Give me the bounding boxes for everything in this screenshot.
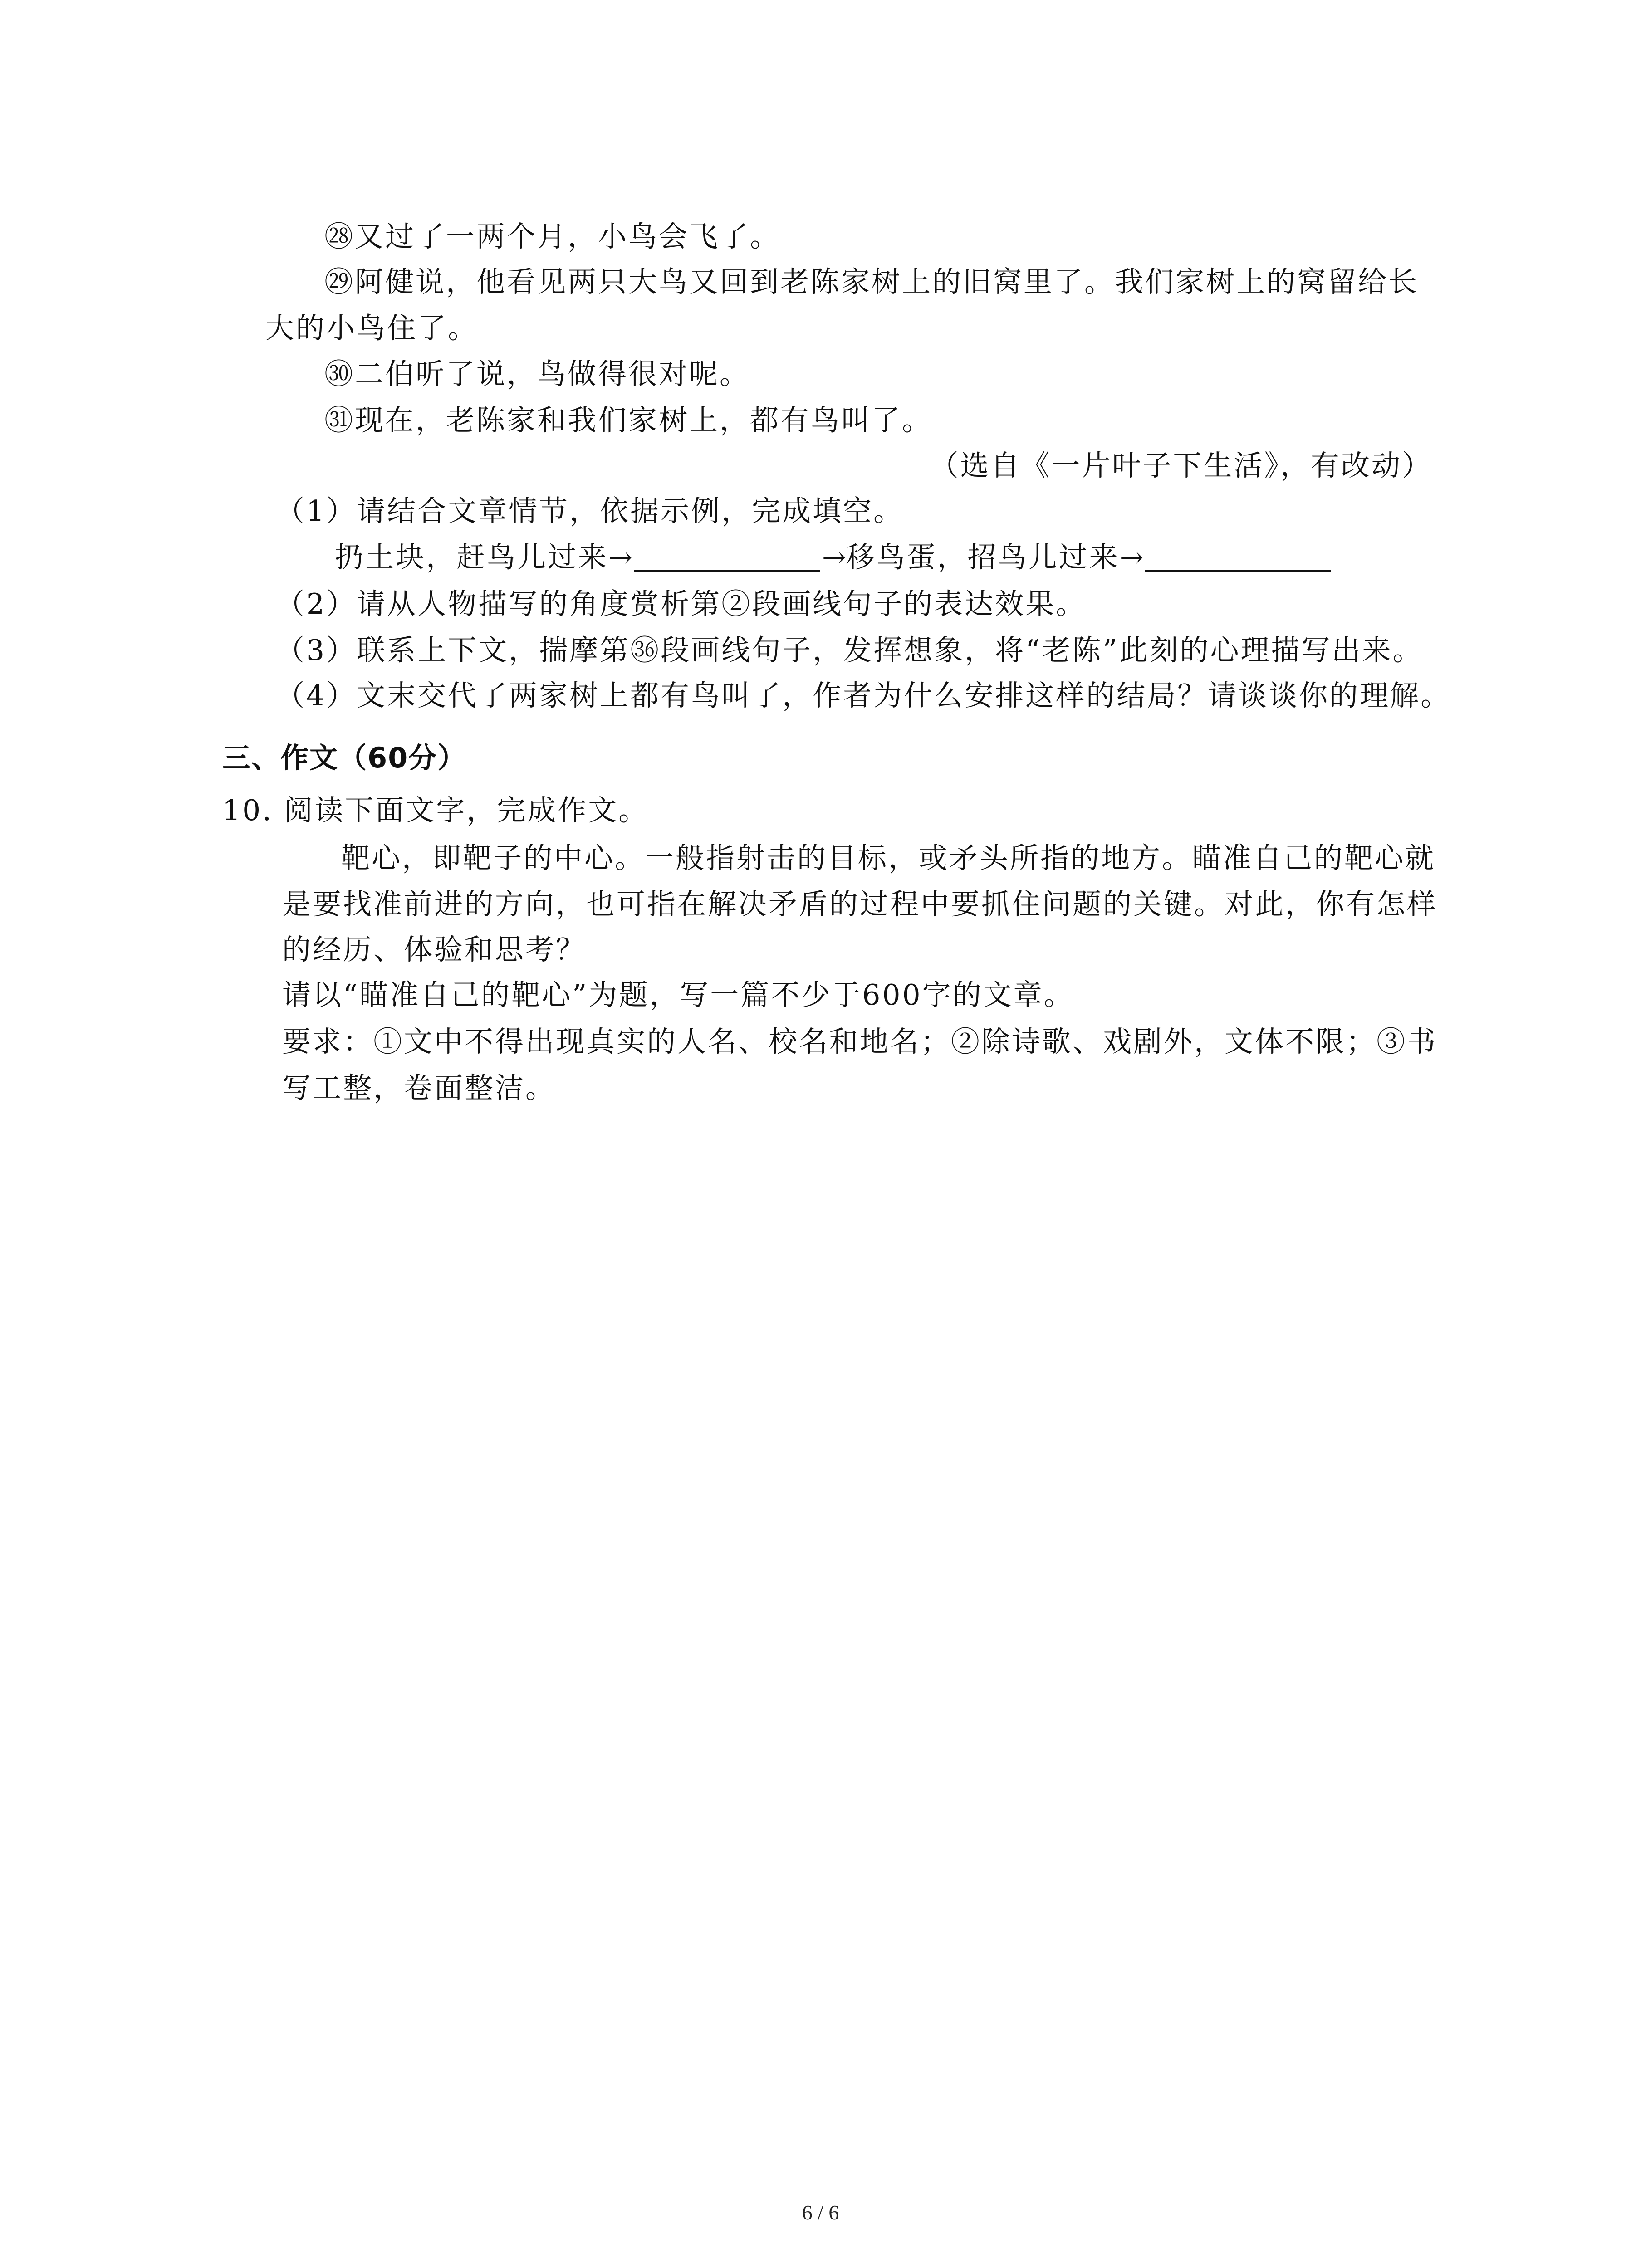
arrow-icon: →	[608, 541, 632, 574]
essay-text-line-3: 的经历、体验和思考？	[282, 933, 586, 966]
question-2: （2）请从人物描写的角度赏析第②段画线句子的表达效果。	[276, 587, 1087, 621]
source-citation: （选自《一片叶子下生活》，有改动）	[930, 449, 1432, 482]
essay-text-line-2: 是要找准前进的方向，也可指在解决矛盾的过程中要抓住问题的关键。对此，你有怎样	[282, 888, 1437, 921]
arrow-icon: →	[1119, 541, 1144, 574]
question-4: （4）文末交代了两家树上都有鸟叫了，作者为什么安排这样的结局？请谈谈你的理解。	[276, 679, 1451, 712]
arrow-icon: →	[822, 541, 846, 574]
essay-prompt: 10. 阅读下面文字，完成作文。	[222, 794, 649, 827]
answer-blank-2[interactable]	[1145, 544, 1331, 572]
section-heading-essay: 三、作文（60分）	[222, 741, 467, 774]
paragraph-29-line-2: 大的小鸟住了。	[265, 312, 478, 345]
question-3: （3）联系上下文，揣摩第㊱段画线句子，发挥想象，将“老陈”此刻的心理描写出来。	[276, 634, 1423, 667]
paragraph-29-line-1: ㉙阿健说，他看见两只大鸟又回到老陈家树上的旧窝里了。我们家树上的窝留给长	[324, 265, 1419, 298]
essay-instruction: 请以“瞄准自己的靶心”为题，写一篇不少于600字的文章。	[282, 978, 1074, 1012]
essay-requirements-line-2: 写工整，卷面整洁。	[282, 1071, 556, 1105]
page-number: 6 / 6	[802, 2201, 839, 2224]
question-1: （1）请结合文章情节，依据示例，完成填空。	[276, 494, 904, 528]
paragraph-28: ㉘又过了一两个月，小鸟会飞了。	[324, 220, 780, 253]
essay-requirements-line-1: 要求：①文中不得出现真实的人名、校名和地名；②除诗歌、戏剧外，文体不限；③书	[282, 1025, 1437, 1058]
essay-text-line-1: 靶心，即靶子的中心。一般指射击的目标，或矛头所指的地方。瞄准自己的靶心就	[341, 841, 1435, 875]
paragraph-30: ㉚二伯听了说，鸟做得很对呢。	[324, 357, 750, 391]
answer-blank-1[interactable]	[634, 544, 820, 572]
fill-example-part-1: 扔土块，赶鸟儿过来	[335, 541, 608, 574]
paragraph-31: ㉛现在，老陈家和我们家树上，都有鸟叫了。	[324, 404, 932, 437]
fill-example-part-2: 移鸟蛋，招鸟儿过来	[846, 541, 1120, 574]
question-1-fill-blank-row	[335, 543, 1333, 572]
